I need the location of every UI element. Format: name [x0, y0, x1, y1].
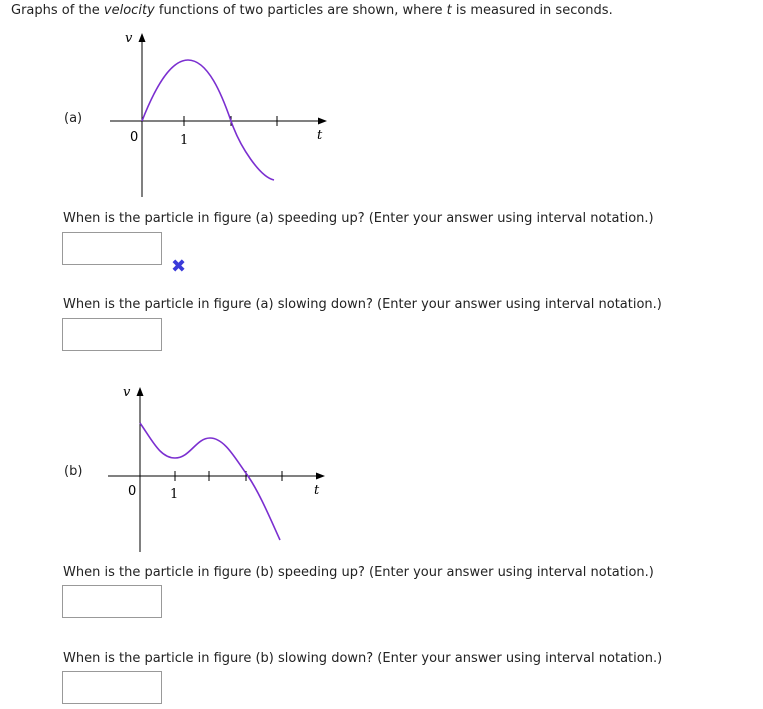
velocity-curve-b [140, 423, 280, 540]
answer-b-slowing-down[interactable] [62, 671, 162, 704]
question-b-slowing-down: When is the particle in figure (b) slowing down? (Enter your answer using interval notation.) [63, 651, 663, 666]
intro-prefix: Graphs of the [11, 3, 104, 18]
intro-suffix: is measured in seconds. [451, 3, 613, 18]
figure-a-label: (a) [64, 111, 83, 126]
answer-b-speeding-up[interactable] [62, 585, 162, 618]
v-axis-arrow [139, 33, 146, 42]
v-axis-label: v [125, 31, 133, 46]
origin-label: 0 [130, 130, 139, 145]
intro-variable: t [446, 3, 452, 18]
intro-middle: functions of two particles are shown, where [154, 3, 447, 18]
answer-a-speeding-up[interactable] [62, 232, 162, 265]
intro-text [11, 3, 613, 18]
answer-a-slowing-down[interactable] [62, 318, 162, 351]
question-a-speeding-up: When is the particle in figure (a) speeding up? (Enter your answer using interval notation.) [63, 211, 654, 226]
incorrect-icon: ✖ [171, 256, 187, 277]
velocity-curve-a [142, 60, 274, 180]
v-axis-arrow [137, 387, 144, 396]
v-axis-label: v [123, 385, 131, 400]
t-axis-label: t [314, 483, 320, 498]
question-a-slowing-down: When is the particle in figure (a) slowing down? (Enter your answer using interval notation.) [63, 297, 662, 312]
question-b-speeding-up: When is the particle in figure (b) speeding up? (Enter your answer using interval notation.) [63, 565, 654, 580]
t-axis-arrow [316, 473, 325, 480]
origin-label: 0 [128, 484, 137, 499]
t-axis-label: t [317, 128, 323, 143]
tick-label-1: 1 [180, 133, 189, 148]
figure-a-graph [100, 25, 340, 205]
intro-emphasis: velocity [103, 3, 155, 18]
t-axis-arrow [318, 118, 327, 125]
tick-label-1: 1 [170, 487, 179, 502]
figure-b-graph [100, 380, 340, 560]
figure-b-label: (b) [64, 464, 83, 479]
